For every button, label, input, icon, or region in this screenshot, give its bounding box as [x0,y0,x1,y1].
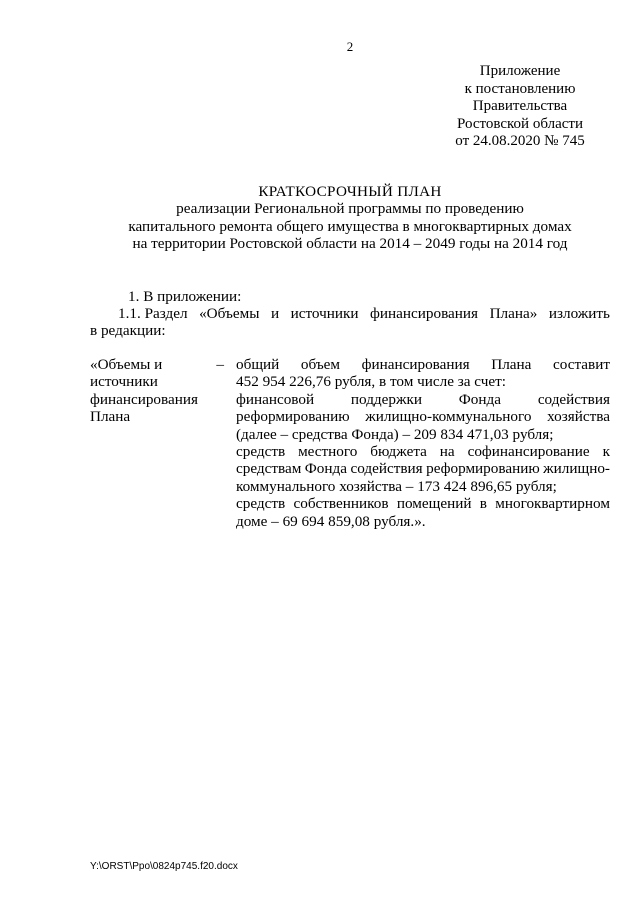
word: Фонда [304,460,347,478]
word: объем [300,356,341,373]
word: Плана [491,356,532,373]
word: «Объемы [199,305,260,322]
funding-line [236,460,610,477]
word: жилищно- [543,460,610,478]
word: средств [236,495,286,513]
word: к [602,443,610,461]
word: содействия [537,390,610,408]
document-title [90,183,610,253]
word: многоквартирном [495,495,610,513]
word: Фонда [458,390,501,408]
item-1-1-line: в редакции: [90,322,166,340]
page-number: 2 [346,39,354,54]
label-line: Плана [90,408,131,426]
word: и [270,305,280,322]
title-line: реализации Региональной программы по проведению [176,200,524,218]
word: местного [298,443,358,461]
title-heading: КРАТКОСРОЧНЫЙ ПЛАН [258,183,442,200]
word: бюджета [370,443,427,461]
annex-line: от 24.08.2020 № 745 [455,133,585,150]
annex-line: Ростовской области [457,115,583,132]
word: средств [236,443,286,461]
word: реформированию [426,460,540,478]
word: в [479,495,487,513]
word: на [439,443,455,461]
funding-line [236,443,610,460]
label-line: «Объемы и [90,356,163,373]
funding-line: (далее – средства Фонда) – 209 834 471,03 рубля; [236,425,554,443]
title-line: капитального ремонта общего имущества в многоквартирных домах [128,217,572,235]
annex-line: Правительства [472,98,568,115]
word: средствам [236,460,302,478]
annex-block [430,63,610,151]
word: финансирования [361,356,470,373]
file-path-footer: Y:\ORST\Ppo\0824p745.f20.docx [90,861,238,872]
item-1-1-line [90,305,610,322]
item-1-text: 1. В приложении: [128,288,242,305]
word: софинансирование [467,443,590,461]
word: финансирования [370,305,479,322]
word: составит [553,356,610,373]
word: помещений [396,495,472,513]
word: общий [236,356,280,373]
funding-line [236,495,610,512]
funding-table-content [236,356,610,530]
word: жилищно-коммунального [365,408,532,426]
paragraph-item-1-1 [90,305,610,340]
word: содействия [350,460,423,478]
word: финансовой [236,390,315,408]
table-dash: – [216,356,224,373]
funding-line: доме – 69 694 859,08 рубля.». [236,512,426,530]
annex-line: Приложение [479,63,561,79]
funding-table-label [90,356,215,426]
word: 1.1. Раздел [118,305,188,322]
paragraph-item-1 [90,288,610,305]
label-line: источники [90,373,158,391]
word: изложить [548,305,610,322]
word: Плана» [489,305,538,322]
word: собственников [293,495,389,513]
annex-line: к постановлению [464,80,576,97]
word: поддержки [350,390,422,408]
funding-line: коммунального хозяйства – 173 424 896,65 рубля; [236,477,557,495]
label-line: финансирования [90,390,198,408]
word: хозяйства [547,408,610,426]
funding-line [236,391,610,408]
funding-line [236,356,610,373]
word: реформированию [236,408,350,426]
funding-line: 452 954 226,76 рубля, в том числе за счет: [236,373,506,391]
title-line: на территории Ростовской области на 2014 – 2049 годы на 2014 год [132,235,568,253]
word: источники [290,305,359,322]
funding-line [236,408,610,425]
